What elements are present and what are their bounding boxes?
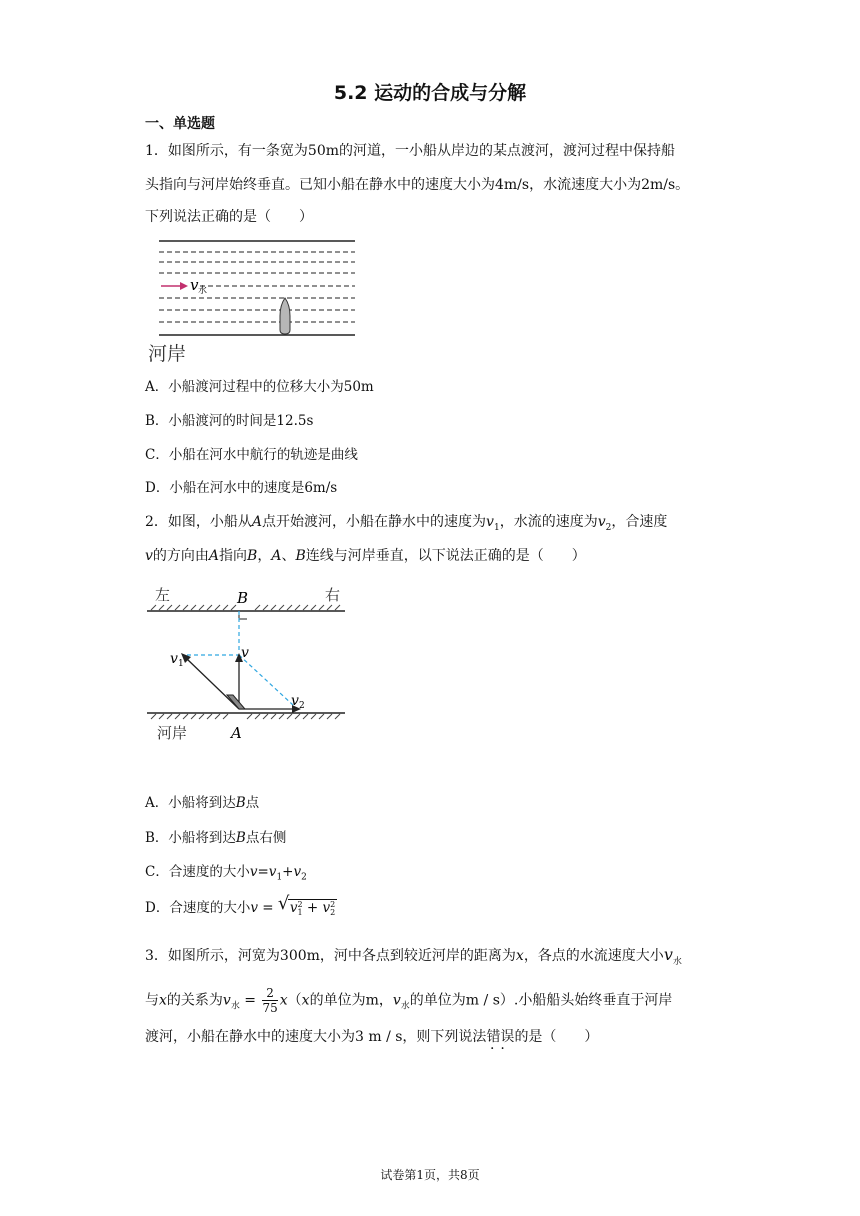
q2-option-a[interactable]: A．小船将到达B点 — [145, 795, 260, 811]
v1-label: v — [170, 651, 178, 667]
q1-stem-line-2: 头指向与河岸始终垂直。已知小船在静水中的速度大小为4m/s，水流速度大小为2m/s。 — [145, 177, 690, 193]
q2-option-d[interactable]: D．合速度的大小v = √ v 2 1 + v 2 2 — [145, 893, 336, 917]
q2-vector-figure — [145, 583, 355, 743]
q2-option-b[interactable]: B．小船将到达B点右侧 — [145, 830, 287, 846]
q2-stem-line-1: 2．如图，小船从A点开始渡河，小船在静水中的速度为$v_1$，水流的速度为$v_2$，合速度 — [145, 514, 668, 533]
bank-label: 河岸 — [157, 724, 188, 742]
water-velocity-arrow — [161, 282, 188, 290]
fraction: $\frac{2}{75}$ — [262, 986, 278, 1015]
v2-label: v — [291, 693, 299, 709]
right-label: 右 — [325, 586, 341, 604]
page-footer: 试卷第1页，共8页 — [380, 1168, 480, 1182]
water-lines — [159, 252, 355, 322]
q1-stem-line-1: 1．如图所示，有一条宽为50m的河道，一小船从岸边的某点渡河，渡河过程中保持船 — [145, 143, 675, 159]
q2-stem-line-2: v的方向由A指向B，A、B连线与河岸垂直，以下说法正确的是（ ） — [145, 548, 586, 564]
v-label: v — [241, 645, 249, 661]
point-a-label: A — [231, 724, 242, 742]
q2-option-c[interactable]: C．合速度的大小$v=v_1+v_2$ — [145, 864, 307, 883]
bank-label: 河岸 — [148, 343, 187, 365]
boat-icon — [280, 298, 290, 334]
q1-stem-line-3: 下列说法正确的是（ ） — [145, 209, 313, 225]
section-heading: 一、单选题 — [145, 116, 215, 132]
q1-option-b[interactable]: B．小船渡河的时间是12.5s — [145, 413, 314, 429]
v-label: v — [190, 276, 199, 294]
q3-stem-line-3: 渡河，小船在静水中的速度大小为3 m / s，则下列说法错误 ··的是（ ） — [145, 1027, 598, 1047]
left-label: 左 — [155, 586, 171, 604]
sqrt-expression: √ v 2 1 + v 2 2 — [277, 893, 336, 917]
q1-option-c[interactable]: C．小船在河水中航行的轨迹是曲线 — [145, 447, 358, 463]
v1-subscript: 1 — [178, 659, 184, 669]
sqrt-sign: √ — [277, 893, 290, 914]
q1-option-d[interactable]: D．小船在河水中的速度是6m/s — [145, 480, 338, 496]
point-b-label: B — [237, 589, 249, 607]
v-subscript: 水 — [198, 286, 208, 296]
q1-option-a[interactable]: A．小船渡河过程中的位移大小为50m — [145, 379, 374, 395]
q1-river-figure — [140, 234, 365, 366]
bottom-bank — [147, 713, 345, 719]
right-angle-mark — [239, 611, 247, 619]
v2-subscript: 2 — [299, 701, 305, 711]
page-title: 5.2 运动的合成与分解 — [333, 82, 527, 104]
q3-stem-line-2: 与x的关系为$v_水$ = $\frac{2}{75}$ x（x的单位为m，$v_水$的单位为m / s）.小船船头始终垂直于河岸 — [145, 986, 673, 1015]
q3-stem-line-1: 3．如图所示，河宽为300m，河中各点到较近河岸的距离为x，各点的水流速度大小$v_水$ — [145, 945, 682, 967]
boat-velocity-arrow — [181, 653, 239, 709]
emphasis-text: 错误 ·· — [486, 1029, 514, 1045]
